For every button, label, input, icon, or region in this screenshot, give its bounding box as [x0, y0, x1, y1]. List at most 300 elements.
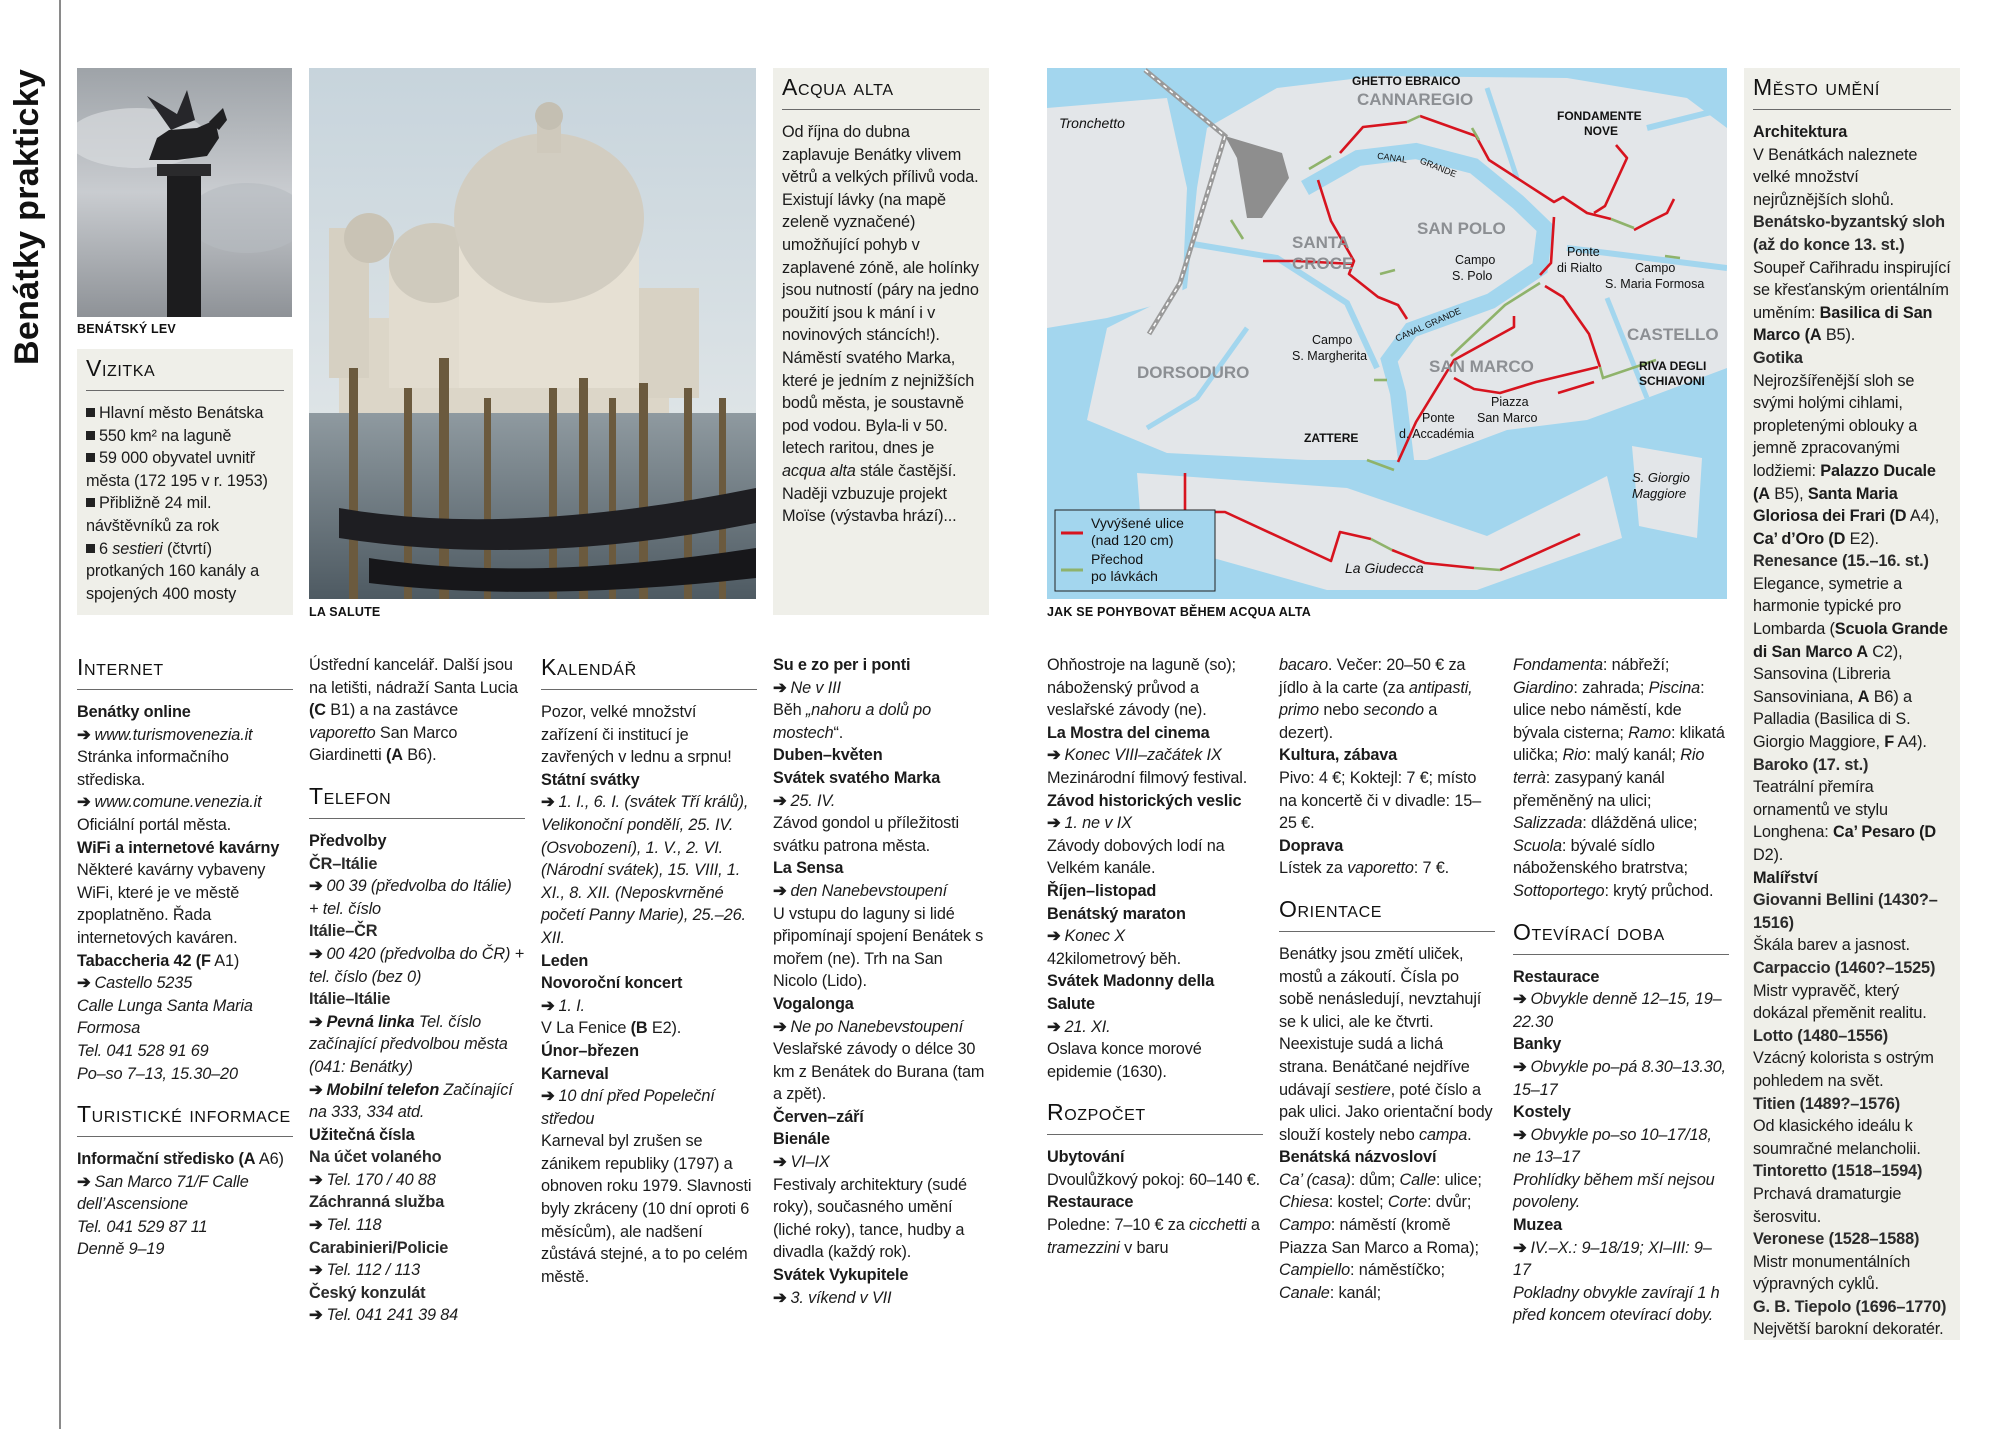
section-heading — [1753, 74, 1951, 110]
subheading — [773, 767, 989, 790]
text: Itálie–Itálie — [309, 990, 391, 1009]
text-run: Calle — [1399, 1170, 1436, 1189]
text-run: D2). — [1753, 846, 1784, 864]
text-run: . — [1467, 1125, 1472, 1144]
arrow-icon: ➔ — [309, 944, 323, 963]
arrow-icon: ➔ — [1047, 814, 1061, 833]
text-run: tramezzini — [1047, 1238, 1120, 1257]
text: Svátek Madonny della Salute — [1047, 972, 1215, 1013]
text: Únor–březen — [541, 1041, 639, 1060]
text: Leden — [541, 951, 589, 970]
text: Doprava — [1279, 836, 1344, 855]
text-run: B1) a na zastávce — [325, 701, 459, 720]
text-run: Ústřední kancelář. Další jsou na letišti, nádraží Santa Lucia — [309, 656, 518, 697]
salute-caption: LA SALUTE — [309, 605, 381, 619]
text-run: Začínající na 333, 334 atd. — [309, 1080, 513, 1122]
item-title — [309, 1191, 525, 1214]
arrow-icon: ➔ — [541, 1087, 555, 1106]
subheading — [1047, 903, 1263, 926]
label-canal-grande-low: CANAL GRANDE — [1393, 305, 1463, 344]
subheading — [1047, 880, 1263, 903]
info-line — [773, 790, 989, 813]
text-run: antipasti, primo — [1279, 678, 1473, 720]
text: Restaurace — [1047, 1193, 1134, 1212]
paragraph — [773, 699, 989, 744]
text: Tel. 112 / 113 — [326, 1261, 421, 1280]
bullet-square-icon — [86, 431, 95, 440]
text: Prohlídky během mší nejsou povoleny. — [1513, 1170, 1715, 1212]
text: Renesance (15.–16. st.) — [1753, 552, 1929, 571]
acqua-alta-box — [773, 68, 989, 615]
text-run: F — [1884, 733, 1895, 752]
text: 25. IV. — [790, 791, 836, 810]
text: Obvykle po–pá 8.30–13.30, 15–17 — [1513, 1057, 1726, 1099]
label-maggiore: Maggiore — [1632, 486, 1687, 501]
text: Od října do dubna zaplavuje Benátky vlivem větrů a velkých přílivů voda. — [782, 123, 979, 187]
text: Acqua alta — [782, 74, 894, 100]
text: Titien (1489?–1576) — [1753, 1094, 1901, 1113]
text: Veronese (1528–1588) — [1753, 1230, 1920, 1249]
text-run: Běh — [773, 701, 806, 720]
info-line — [309, 1169, 525, 1192]
text-run: : náměstí (kromě Piazza San Marco a Roma); — [1279, 1216, 1479, 1257]
section-strip — [0, 0, 61, 1429]
section-heading — [1047, 1099, 1263, 1135]
paragraph — [1047, 1214, 1263, 1259]
arrow-icon: ➔ — [77, 793, 91, 812]
text-run: Pevná linka — [326, 1012, 415, 1031]
arrow-icon: ➔ — [1513, 1057, 1527, 1076]
text: Po–so 7–13, 15.30–20 — [77, 1064, 238, 1083]
note — [1513, 1282, 1729, 1327]
info-line — [1047, 925, 1263, 948]
text-run: Tel. číslo začínající předvolbou města (041: Benátky) — [309, 1012, 508, 1076]
text-run: V La Fenice — [541, 1019, 631, 1038]
info-line — [77, 1171, 293, 1216]
paragraph — [1753, 144, 1951, 212]
legend-walkway2: po lávkách — [1091, 568, 1158, 584]
text-run: Giardino — [1513, 678, 1574, 697]
text: Su e zo per i ponti — [773, 656, 911, 674]
item-title — [309, 1146, 525, 1169]
note — [77, 1216, 293, 1239]
acqua-alta-map — [1047, 68, 1727, 599]
text: VI–IX — [790, 1153, 830, 1172]
paragraph — [1753, 1183, 1951, 1228]
subheading — [1513, 1214, 1729, 1237]
paragraph — [1753, 370, 1951, 551]
text-run: vaporetto — [1347, 859, 1414, 878]
text: Užitečná čísla — [309, 1125, 415, 1144]
text: Karneval byl zrušen se zánikem republiky (1797) a obnoven roku 1979. Slavnosti byly zkráceny (10 dní oproti 6 měsícům), ale nadšení zůstává stejné, a to po celém městě. — [541, 1132, 752, 1286]
text: Carpaccio (1460?–1525) — [1753, 958, 1936, 977]
map-caption: JAK SE POHYBOVAT BĚHEM ACQUA ALTA — [1047, 605, 1312, 619]
text-run: (A — [385, 746, 403, 765]
text-run: vaporetto — [309, 723, 376, 742]
text: La Sensa — [773, 859, 844, 878]
item-title — [1753, 347, 1951, 370]
paragraph — [77, 814, 293, 837]
label-s-polo: S. Polo — [1452, 269, 1493, 283]
column-kalendar-rozpocet — [1047, 654, 1263, 1259]
text: Festivaly architektury (sudé roky), současného umění (liché roky), tance, hudby a divadla (každý rok). — [773, 1175, 967, 1262]
paragraph — [1279, 767, 1495, 835]
text: Kultura, zábava — [1279, 746, 1398, 765]
arrow-icon: ➔ — [773, 791, 787, 810]
item-title — [1753, 889, 1951, 934]
section-heading — [77, 1101, 293, 1137]
salute-photo — [309, 68, 756, 599]
text-run: (čtvrtí) protkaných 160 kanály a spojených 400 mosty — [86, 539, 260, 603]
paragraph — [773, 903, 989, 993]
info-line — [77, 972, 293, 995]
info-line — [309, 943, 525, 988]
text: Veslařské závody o délce 30 km z Benátek do Burana (tam a zpět). — [773, 1040, 985, 1104]
lion-photo — [77, 68, 292, 317]
item-title — [1753, 1093, 1951, 1116]
text: Benátky online — [77, 703, 191, 721]
text-run: cicchetti — [1189, 1216, 1247, 1235]
label-s-margherita: S. Margherita — [1292, 349, 1368, 363]
text-run: Ramo — [1628, 723, 1671, 742]
text-run: : náměstíčko; — [1350, 1261, 1445, 1280]
text: Bienále — [773, 1130, 830, 1149]
subheading — [1753, 121, 1951, 144]
text: Banky — [1513, 1035, 1562, 1054]
text: ČR–Itálie — [309, 854, 378, 873]
paragraph — [1279, 943, 1495, 1146]
text: V Benátkách naleznete velké množství nejrůznějších slohů. — [1753, 145, 1918, 209]
label-nove: NOVE — [1584, 124, 1619, 138]
text-run: Fondamenta — [1513, 656, 1603, 674]
text-run: A4). — [1894, 733, 1927, 752]
text: Vizitka — [86, 355, 156, 381]
paragraph — [782, 347, 980, 528]
paragraph — [541, 1130, 757, 1288]
paragraph — [1047, 654, 1263, 722]
text-run: E2). — [1845, 529, 1879, 548]
label-s-giorgio: S. Giorgio — [1632, 470, 1690, 485]
item-title — [1753, 550, 1951, 573]
arrow-icon: ➔ — [773, 1017, 787, 1036]
text-run: (B — [630, 1019, 648, 1038]
text-run: Basilica di San Marco — [1753, 303, 1933, 345]
text-run: E2). — [647, 1019, 682, 1038]
text-run: (D — [1919, 823, 1937, 842]
text-run: Nejrozšířenější sloh se svými holými cihlami, propletenými oblouky a jemně zpracovanými lodžiemi: — [1753, 371, 1918, 480]
item-title — [1753, 1160, 1951, 1183]
paragraph — [1753, 1251, 1951, 1296]
text: Červen–září — [773, 1107, 864, 1126]
text: Castello 5235 — [94, 974, 193, 993]
text: Od klasického ideálu k soumračné melancholii. — [1753, 1117, 1921, 1158]
text-run: Lístek za — [1279, 859, 1348, 878]
text-run: : dlážděná ulice; — [1582, 814, 1698, 833]
text-run: Campo — [1279, 1216, 1331, 1235]
text: G. B. Tiepolo (1696–1770) — [1753, 1297, 1947, 1316]
paragraph — [773, 812, 989, 857]
column-internet — [77, 654, 293, 1261]
label-riva: RIVA DEGLI — [1639, 359, 1707, 373]
text: La Mostra del cinema — [1047, 723, 1210, 742]
subheading — [773, 857, 989, 880]
subheading — [1047, 1191, 1263, 1214]
subheading — [773, 1106, 989, 1129]
arrow-icon: ➔ — [541, 996, 555, 1015]
text-run: v baru — [1119, 1238, 1169, 1257]
column-telefon — [309, 654, 525, 1327]
text-run: B6). — [402, 746, 437, 765]
column-oteviraci-doba — [1513, 654, 1729, 1327]
paragraph — [1753, 1318, 1951, 1341]
text: Oslava konce morové epidemie (1630). — [1047, 1040, 1202, 1081]
text-run: Benátky jsou změtí uliček, mostů a zákoutí. Čísla po sobě nenásledují, nevztahují se k ulici, ale ke čtvrti. Neexistuje sudá a lichá strana. Benátčané nejdříve udávají — [1279, 944, 1482, 1099]
section-heading — [541, 654, 757, 690]
fact-item — [86, 425, 284, 448]
text-run: Tabaccheria 42 (F — [77, 951, 211, 970]
text: Říjen–listopad — [1047, 881, 1157, 900]
text: www.comune.venezia.it — [94, 793, 262, 812]
info-line — [1047, 744, 1263, 767]
text-run: Palazzo Ducale — [1820, 461, 1936, 480]
text-run: : kostel; — [1328, 1193, 1388, 1212]
label-ponte-accademia: Ponte — [1422, 411, 1455, 425]
text: Závod historických veslic — [1047, 791, 1242, 810]
text: Závody dobových lodí na Velkém kanále. — [1047, 836, 1225, 878]
info-line — [1513, 1237, 1729, 1282]
section-heading — [1513, 919, 1729, 955]
section-heading — [86, 355, 284, 391]
text-run: bacaro — [1279, 656, 1328, 674]
info-line — [1047, 1016, 1263, 1039]
text-run: : nábřeží; — [1602, 656, 1670, 674]
text: Svátek svatého Marka — [773, 768, 941, 787]
text-run: (D — [1828, 529, 1846, 548]
text: Tel. 118 — [326, 1216, 382, 1235]
text-run: : zahrada; — [1573, 678, 1649, 697]
map-legend — [1055, 510, 1215, 591]
text: Tintoretto (1518–1594) — [1753, 1162, 1923, 1181]
label-castello: CASTELLO — [1627, 325, 1719, 344]
text: Orientace — [1279, 895, 1383, 922]
label-cannaregio: CANNAREGIO — [1357, 90, 1474, 109]
item-title — [309, 853, 525, 876]
paragraph — [1279, 857, 1495, 880]
text: Rozpočet — [1047, 1099, 1146, 1126]
arrow-icon: ➔ — [773, 678, 787, 697]
text-run: sestieri — [112, 539, 163, 558]
text-run: : dům; — [1350, 1170, 1400, 1189]
text: Tel. 041 528 91 69 — [77, 1041, 209, 1060]
arrow-icon: ➔ — [1513, 1238, 1527, 1257]
label-canal-grande-top: CANAL — [1376, 150, 1408, 165]
paragraph — [77, 859, 293, 949]
text: den Nanebevstoupení — [790, 881, 947, 900]
subheading — [541, 1063, 757, 1086]
text: Státní svátky — [541, 770, 640, 789]
bullet-square-icon — [86, 408, 95, 417]
paragraph — [309, 654, 525, 767]
text-run: (C — [309, 701, 326, 720]
label-campo-s-polo: Campo — [1455, 253, 1496, 267]
text-run: Ca’ Pesaro — [1833, 823, 1920, 842]
paragraph — [1753, 776, 1951, 866]
label-santa: SANTA — [1292, 233, 1350, 252]
label-rialto: di Rialto — [1557, 261, 1603, 275]
text: Giovanni Bellini (1430?–1516) — [1753, 891, 1938, 932]
text-run: Ca’ d’Oro — [1753, 529, 1829, 548]
subheading — [1513, 1101, 1729, 1124]
subheading — [309, 1124, 525, 1147]
label-san-polo: SAN POLO — [1417, 219, 1506, 238]
text: Tel. 041 241 39 84 — [326, 1306, 459, 1325]
text: 1. I., 6. I. (svátek Tří králů), Velikonoční pondělí, 25. IV. (Osvobození), 1. V., 2. VI. (Národní svátek), 15. VIII, 1. XI., 8. XII. (Neposkvrněné početí Panny Marie), 25.–26. XII. — [541, 793, 749, 947]
section-heading — [309, 783, 525, 819]
paragraph — [782, 121, 980, 189]
text: 59 000 obyvatel uvnitř města (172 195 v r. 1953) — [86, 449, 268, 490]
text: Stránka informačního střediska. — [77, 748, 229, 789]
label-san-marco-piazza: San Marco — [1477, 411, 1538, 425]
text: Denně 9–19 — [77, 1240, 165, 1259]
fact-item — [86, 402, 284, 425]
text: Calle Lunga Santa Maria Formosa — [77, 996, 253, 1038]
arrow-icon: ➔ — [77, 1172, 91, 1191]
subheading — [1279, 1146, 1495, 1169]
text-run: : krytý průchod. — [1604, 881, 1714, 900]
info-line — [309, 1079, 525, 1124]
text: 550 km² na laguně — [99, 426, 232, 445]
text-run: acqua alta — [782, 461, 856, 480]
text-run: (A — [1804, 326, 1822, 345]
arrow-icon: ➔ — [309, 1306, 323, 1325]
text: Pokladny obvykle zavírají 1 h před koncem otevírací doby. — [1513, 1283, 1720, 1325]
text-run: sestiere — [1334, 1080, 1391, 1099]
text-run: Teatrální přemíra ornamentů ve stylu Longhena: — [1753, 778, 1888, 842]
column-kalendar — [541, 654, 757, 1288]
info-line — [1047, 812, 1263, 835]
text: Baroko (17. st.) — [1753, 755, 1869, 774]
text: Novoroční koncert — [541, 974, 683, 993]
text: Oficiální portál města. — [77, 815, 231, 834]
text-run: B6) a Palladia (Basilica di S. Giorgio Maggiore, — [1753, 687, 1912, 752]
item-title — [1753, 754, 1951, 777]
text: Muzea — [1513, 1216, 1563, 1235]
paragraph — [1753, 1115, 1951, 1160]
paragraph — [1279, 654, 1495, 744]
text-run: Campiello — [1279, 1261, 1351, 1280]
arrow-icon: ➔ — [773, 1153, 787, 1172]
info-line — [309, 1214, 525, 1237]
text-run: C2), Sansovina (Libreria Sansoviniana, — [1753, 642, 1903, 706]
text: Ne po Nanebevstoupení — [790, 1017, 963, 1036]
bullet-square-icon — [86, 453, 95, 462]
text-run: Chiesa — [1279, 1193, 1329, 1212]
text: Největší barokní dekoratér. — [1753, 1320, 1944, 1339]
text: Mistr monumentálních výpravných cyklů. — [1753, 1252, 1911, 1294]
text: 10 dní před Popeleční středou — [541, 1087, 715, 1128]
arrow-icon: ➔ — [309, 1170, 323, 1189]
text: WiFi a internetové kavárny — [77, 838, 280, 857]
text-run: 6 — [99, 539, 113, 558]
text: Ubytování — [1047, 1148, 1125, 1167]
text-run: : klikatá ulička; — [1513, 723, 1725, 765]
text: Obvykle denně 12–15, 19–22.30 — [1513, 990, 1722, 1031]
section-heading — [782, 74, 980, 110]
text: Otevírací doba — [1513, 918, 1665, 945]
text-run: nebo — [1318, 701, 1364, 720]
subheading — [541, 950, 757, 973]
text: Kostely — [1513, 1103, 1571, 1122]
subheading — [773, 654, 989, 677]
text: San Marco 71/F Calle dell’Ascensione — [77, 1172, 249, 1214]
text: Mezinárodní filmový festival. — [1047, 768, 1248, 787]
page-title: Benátky prakticky — [8, 68, 46, 365]
arrow-icon: ➔ — [1047, 1017, 1061, 1036]
text-run: A — [1857, 687, 1870, 706]
item-title — [1753, 957, 1951, 980]
label-fondamente: FONDAMENTE — [1557, 109, 1642, 123]
text-run: : zasypaný kanál přeměněný na ulici; — [1513, 768, 1665, 810]
info-line — [309, 1259, 525, 1282]
text: Telefon — [309, 782, 392, 809]
column-kalendar-cont — [773, 654, 989, 1309]
label-ghetto: GHETTO EBRAICO — [1352, 74, 1461, 88]
paragraph — [541, 701, 757, 769]
text-run: : kanál; — [1329, 1283, 1381, 1302]
mesto-umeni-box — [1744, 68, 1960, 1340]
text: Benátsko-byzantský sloh (až do konce 13. st.) — [1753, 213, 1945, 254]
text: Přibližně 24 mil. návštěvníků za rok — [86, 494, 220, 535]
text: Malířství — [1753, 868, 1818, 887]
paragraph — [1753, 257, 1951, 347]
paragraph — [1279, 1169, 1495, 1305]
arrow-icon: ➔ — [309, 877, 323, 896]
text: IV.–X.: 9–18/19; XI–III: 9–17 — [1513, 1238, 1712, 1280]
text-run: Scuola Grande di San Marco — [1753, 620, 1948, 661]
text: Konec X — [1064, 927, 1125, 946]
text: Záchranná služba — [309, 1193, 445, 1212]
info-line — [773, 1287, 989, 1310]
subheading — [1047, 790, 1263, 813]
text: Město umění — [1753, 74, 1880, 100]
arrow-icon: ➔ — [309, 1012, 323, 1031]
label-campo-formosa: Campo — [1635, 261, 1676, 275]
info-line — [541, 995, 757, 1018]
text: Některé kavárny vybaveny WiFi, které je ve městě zpoplatněno. Řada internetových kaváren. — [77, 861, 266, 947]
subheading — [773, 993, 989, 1016]
text-run: Salizzada — [1513, 814, 1583, 833]
text-run: (A — [1753, 484, 1770, 503]
text-run: Rio — [1562, 746, 1587, 765]
text-run: B5), — [1769, 484, 1808, 503]
subheading — [1047, 970, 1263, 1015]
text-run: “. — [833, 723, 844, 742]
text: 00 39 (předvolba do Itálie) + tel. číslo — [309, 877, 512, 918]
text: Konec VIII–začátek IX — [1064, 746, 1222, 765]
paragraph — [1047, 1038, 1263, 1083]
label-tronchetto: Tronchetto — [1059, 115, 1125, 131]
subheading — [1513, 966, 1729, 989]
note — [77, 1040, 293, 1063]
text: Český konzulát — [309, 1283, 426, 1302]
arrow-icon: ➔ — [773, 1288, 787, 1307]
text: Škála barev a jasnost. — [1753, 936, 1910, 955]
text: Vogalonga — [773, 994, 854, 1013]
subheading — [77, 701, 293, 724]
arrow-icon: ➔ — [77, 725, 91, 744]
text: Obvykle po–so 10–17/18, ne 13–17 — [1513, 1125, 1712, 1167]
paragraph — [541, 1017, 757, 1040]
